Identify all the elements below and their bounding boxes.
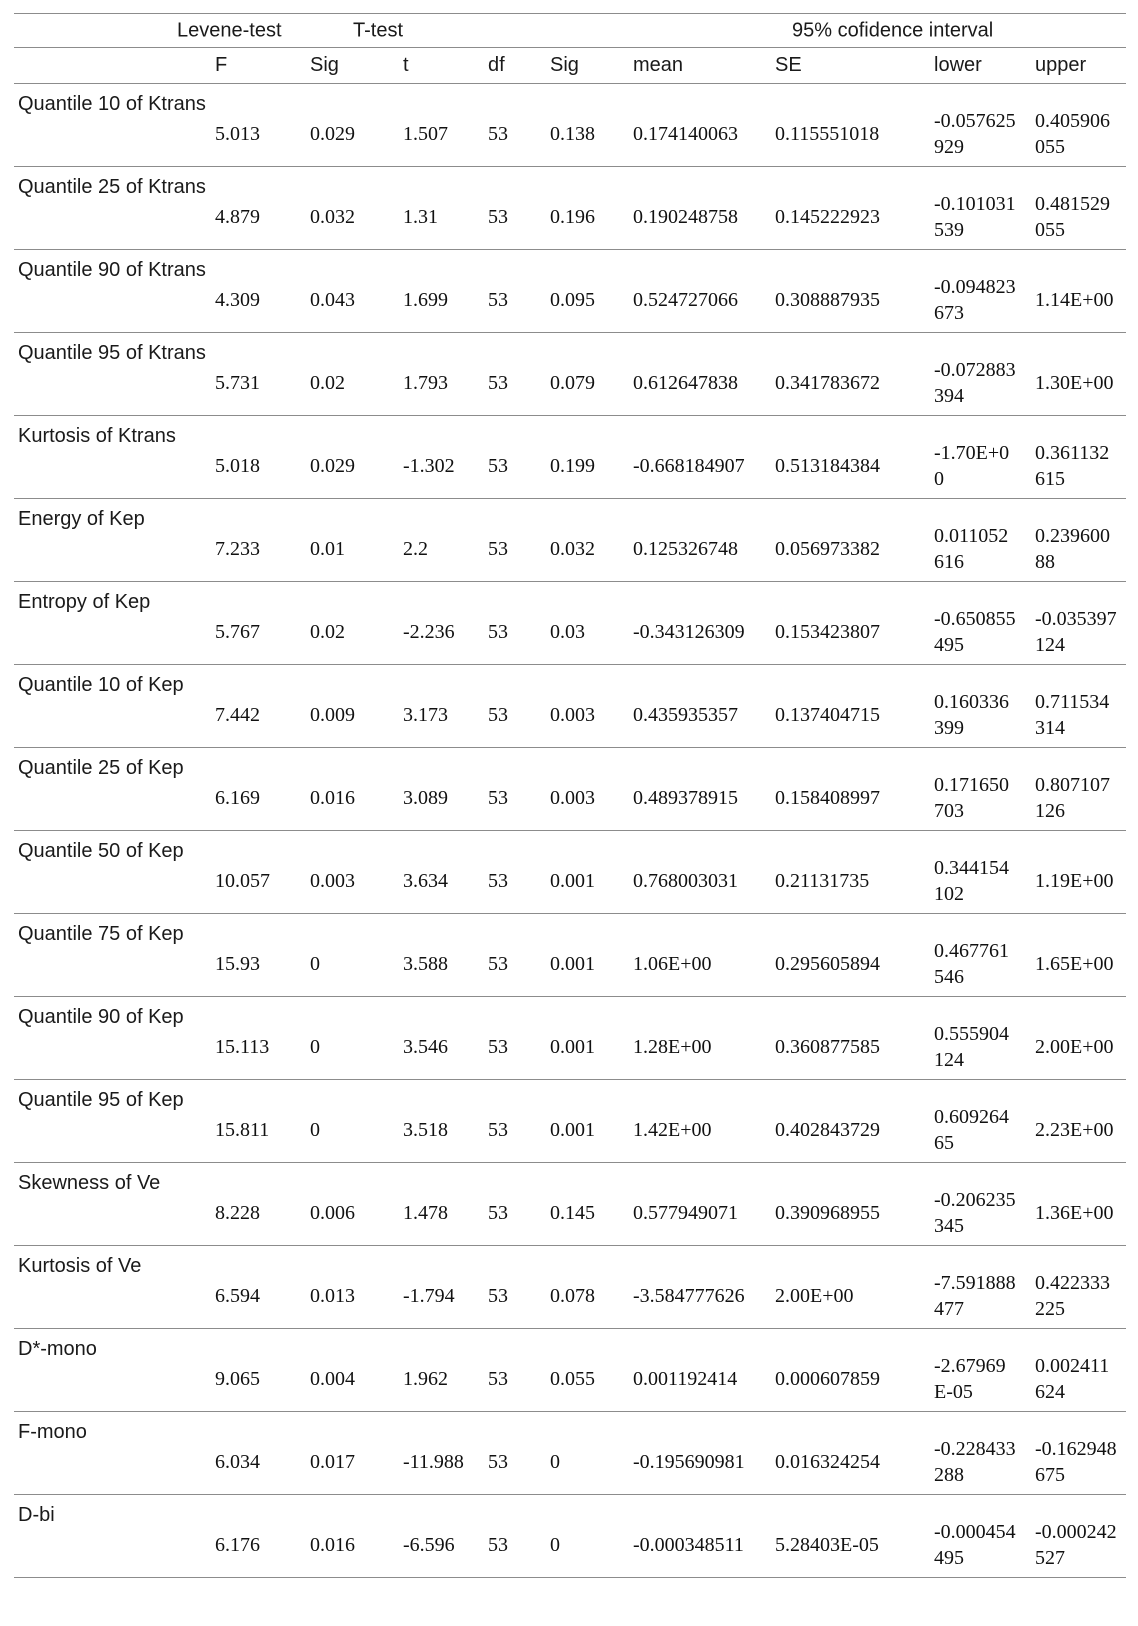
cell-upper: 0.711534314 [1031,665,1126,748]
cell-f: 7.233 [211,499,306,582]
cell-se: 2.00E+00 [771,1246,930,1329]
cell-upper: 0.422333225 [1031,1246,1126,1329]
cell-f: 5.013 [211,84,306,167]
cell-se: 0.295605894 [771,914,930,997]
cell-lower: -0.057625929 [930,84,1031,167]
cell-sig-ttest: 0.001 [546,1080,629,1163]
cell-f: 5.731 [211,333,306,416]
table-header [14,14,1126,84]
cell-se: 0.115551018 [771,84,930,167]
cell-df: 53 [484,250,546,333]
cell-df: 53 [484,1495,546,1578]
cell-sig-ttest: 0 [546,1412,629,1495]
cell-mean: 1.42E+00 [629,1080,771,1163]
cell-mean: -0.343126309 [629,582,771,665]
cell-sig-ttest: 0.055 [546,1329,629,1412]
cell-sig-levene: 0.009 [306,665,399,748]
cell-df: 53 [484,84,546,167]
cell-df: 53 [484,748,546,831]
cell-lower: 0.467761546 [930,914,1031,997]
cell-mean: -0.668184907 [629,416,771,499]
group-header-cell [14,14,1126,48]
cell-sig-levene: 0.013 [306,1246,399,1329]
cell-se: 0.360877585 [771,997,930,1080]
cell-f: 9.065 [211,1329,306,1412]
cell-sig-levene: 0 [306,997,399,1080]
cell-t: -11.988 [399,1412,484,1495]
cell-df: 53 [484,416,546,499]
cell-sig-ttest: 0.001 [546,997,629,1080]
cell-mean: 1.06E+00 [629,914,771,997]
cell-upper: 0.361132615 [1031,416,1126,499]
cell-mean: 0.768003031 [629,831,771,914]
paper-page [0,13,1138,1626]
cell-df: 53 [484,167,546,250]
table-row [14,250,1126,333]
cell-se: 0.402843729 [771,1080,930,1163]
row-label: Entropy of Kep [14,582,211,665]
cell-mean: 0.001192414 [629,1329,771,1412]
cell-upper: 1.36E+00 [1031,1163,1126,1246]
cell-sig-levene: 0.029 [306,416,399,499]
cell-sig-levene: 0.032 [306,167,399,250]
cell-f: 5.767 [211,582,306,665]
column-header-df: df [484,48,546,84]
cell-f: 7.442 [211,665,306,748]
results-table [14,13,1126,1578]
table-row [14,831,1126,914]
cell-mean: 0.435935357 [629,665,771,748]
row-label: Kurtosis of Ve [14,1246,211,1329]
cell-lower: -0.000454495 [930,1495,1031,1578]
cell-lower: 0.555904124 [930,997,1031,1080]
cell-upper: -0.162948675 [1031,1412,1126,1495]
cell-upper: 0.405906055 [1031,84,1126,167]
cell-se: 0.390968955 [771,1163,930,1246]
cell-sig-ttest: 0 [546,1495,629,1578]
cell-t: 3.173 [399,665,484,748]
cell-lower: 0.344154102 [930,831,1031,914]
cell-t: 1.507 [399,84,484,167]
cell-sig-levene: 0.02 [306,582,399,665]
column-header-mean: mean [629,48,771,84]
cell-sig-ttest: 0.003 [546,665,629,748]
cell-upper: 0.23960088 [1031,499,1126,582]
cell-lower: 0.60926465 [930,1080,1031,1163]
cell-se: 0.016324254 [771,1412,930,1495]
cell-lower: -7.591888477 [930,1246,1031,1329]
group-header-levene-test: Levene-test [177,19,282,41]
cell-f: 6.594 [211,1246,306,1329]
cell-sig-ttest: 0.003 [546,748,629,831]
cell-upper: 1.65E+00 [1031,914,1126,997]
row-label: Kurtosis of Ktrans [14,416,211,499]
cell-upper: 1.30E+00 [1031,333,1126,416]
cell-mean: 0.174140063 [629,84,771,167]
cell-sig-ttest: 0.03 [546,582,629,665]
cell-t: 3.634 [399,831,484,914]
cell-df: 53 [484,997,546,1080]
cell-upper: 2.23E+00 [1031,1080,1126,1163]
cell-sig-levene: 0 [306,914,399,997]
cell-se: 0.21131735 [771,831,930,914]
table-row [14,333,1126,416]
cell-t: 3.588 [399,914,484,997]
cell-df: 53 [484,582,546,665]
cell-upper: 1.14E+00 [1031,250,1126,333]
results-table-body [14,84,1126,1578]
cell-sig-ttest: 0.001 [546,831,629,914]
cell-mean: -0.195690981 [629,1412,771,1495]
row-label: Quantile 95 of Kep [14,1080,211,1163]
row-label: Quantile 90 of Kep [14,997,211,1080]
cell-sig-levene: 0.006 [306,1163,399,1246]
cell-lower: -0.094823673 [930,250,1031,333]
cell-mean: 0.125326748 [629,499,771,582]
row-label: Quantile 95 of Ktrans [14,333,211,416]
cell-sig-levene: 0.029 [306,84,399,167]
cell-mean: 0.577949071 [629,1163,771,1246]
cell-t: 1.699 [399,250,484,333]
cell-lower: -0.650855495 [930,582,1031,665]
cell-df: 53 [484,1080,546,1163]
cell-t: -1.302 [399,416,484,499]
column-header-sig-ttest: Sig [546,48,629,84]
cell-sig-levene: 0.043 [306,250,399,333]
cell-sig-levene: 0.016 [306,1495,399,1578]
cell-f: 8.228 [211,1163,306,1246]
cell-sig-ttest: 0.001 [546,914,629,997]
cell-f: 4.309 [211,250,306,333]
table-row [14,582,1126,665]
cell-df: 53 [484,914,546,997]
row-label: D-bi [14,1495,211,1578]
table-row [14,1080,1126,1163]
cell-se: 0.137404715 [771,665,930,748]
table-row [14,416,1126,499]
cell-df: 53 [484,665,546,748]
cell-upper: 2.00E+00 [1031,997,1126,1080]
cell-f: 15.93 [211,914,306,997]
column-header-sig-levene: Sig [306,48,399,84]
cell-upper: 0.481529055 [1031,167,1126,250]
cell-t: 1.793 [399,333,484,416]
row-label: F-mono [14,1412,211,1495]
cell-t: 2.2 [399,499,484,582]
cell-lower: -2.67969E-05 [930,1329,1031,1412]
cell-df: 53 [484,1329,546,1412]
cell-mean: -3.584777626 [629,1246,771,1329]
cell-sig-levene: 0.01 [306,499,399,582]
row-label: Quantile 50 of Kep [14,831,211,914]
cell-se: 0.308887935 [771,250,930,333]
row-label: Quantile 10 of Ktrans [14,84,211,167]
group-header-t-test: T-test [353,19,404,41]
cell-lower: 0.160336399 [930,665,1031,748]
cell-upper: -0.000242527 [1031,1495,1126,1578]
table-row [14,1329,1126,1412]
cell-se: 0.000607859 [771,1329,930,1412]
cell-t: 1.962 [399,1329,484,1412]
cell-sig-ttest: 0.095 [546,250,629,333]
cell-sig-levene: 0.003 [306,831,399,914]
column-header-row [14,48,1126,84]
column-header-upper: upper [1031,48,1126,84]
column-header-t: t [399,48,484,84]
cell-f: 10.057 [211,831,306,914]
cell-se: 0.341783672 [771,333,930,416]
cell-lower: 0.011052616 [930,499,1031,582]
cell-f: 6.176 [211,1495,306,1578]
cell-t: 3.089 [399,748,484,831]
row-label: Quantile 75 of Kep [14,914,211,997]
cell-sig-ttest: 0.138 [546,84,629,167]
cell-df: 53 [484,831,546,914]
cell-t: -1.794 [399,1246,484,1329]
cell-se: 0.158408997 [771,748,930,831]
cell-sig-levene: 0.004 [306,1329,399,1412]
cell-t: 1.31 [399,167,484,250]
table-row [14,665,1126,748]
cell-df: 53 [484,333,546,416]
cell-se: 0.513184384 [771,416,930,499]
cell-sig-ttest: 0.145 [546,1163,629,1246]
cell-sig-ttest: 0.196 [546,167,629,250]
table-row [14,1246,1126,1329]
cell-t: -2.236 [399,582,484,665]
cell-t: 1.478 [399,1163,484,1246]
group-header-confidence-interval: 95% cofidence interval [792,19,994,41]
cell-upper: 0.807107126 [1031,748,1126,831]
table-row [14,1163,1126,1246]
cell-sig-levene: 0.017 [306,1412,399,1495]
cell-mean: 1.28E+00 [629,997,771,1080]
cell-se: 0.056973382 [771,499,930,582]
group-header-row [14,14,1126,48]
cell-lower: -0.228433288 [930,1412,1031,1495]
cell-t: 3.546 [399,997,484,1080]
table-row [14,997,1126,1080]
cell-f: 5.018 [211,416,306,499]
table-row [14,1412,1126,1495]
row-label: Skewness of Ve [14,1163,211,1246]
cell-f: 6.034 [211,1412,306,1495]
cell-sig-levene: 0 [306,1080,399,1163]
cell-df: 53 [484,1163,546,1246]
cell-mean: 0.524727066 [629,250,771,333]
cell-se: 0.145222923 [771,167,930,250]
cell-f: 15.811 [211,1080,306,1163]
row-label: Energy of Kep [14,499,211,582]
cell-f: 6.169 [211,748,306,831]
cell-lower: -0.101031539 [930,167,1031,250]
cell-mean: -0.000348511 [629,1495,771,1578]
cell-upper: 0.002411624 [1031,1329,1126,1412]
cell-upper: -0.035397124 [1031,582,1126,665]
column-header-lower: lower [930,48,1031,84]
table-row [14,84,1126,167]
cell-sig-ttest: 0.032 [546,499,629,582]
cell-sig-ttest: 0.078 [546,1246,629,1329]
cell-df: 53 [484,1246,546,1329]
cell-lower: -0.072883394 [930,333,1031,416]
row-label: D*-mono [14,1329,211,1412]
table-row [14,1495,1126,1578]
cell-f: 15.113 [211,997,306,1080]
cell-sig-ttest: 0.079 [546,333,629,416]
cell-se: 5.28403E-05 [771,1495,930,1578]
row-label: Quantile 10 of Kep [14,665,211,748]
cell-df: 53 [484,499,546,582]
cell-mean: 0.489378915 [629,748,771,831]
cell-lower: 0.171650703 [930,748,1031,831]
cell-se: 0.153423807 [771,582,930,665]
table-row [14,499,1126,582]
column-header-f: F [211,48,306,84]
cell-sig-levene: 0.02 [306,333,399,416]
cell-sig-levene: 0.016 [306,748,399,831]
cell-mean: 0.612647838 [629,333,771,416]
cell-f: 4.879 [211,167,306,250]
cell-t: -6.596 [399,1495,484,1578]
cell-lower: -1.70E+00 [930,416,1031,499]
cell-lower: -0.206235345 [930,1163,1031,1246]
cell-df: 53 [484,1412,546,1495]
row-label: Quantile 25 of Kep [14,748,211,831]
cell-t: 3.518 [399,1080,484,1163]
cell-upper: 1.19E+00 [1031,831,1126,914]
column-header-se: SE [771,48,930,84]
row-label: Quantile 90 of Ktrans [14,250,211,333]
row-label: Quantile 25 of Ktrans [14,167,211,250]
corner-cell [14,48,211,84]
table-row [14,748,1126,831]
cell-mean: 0.190248758 [629,167,771,250]
table-row [14,914,1126,997]
cell-sig-ttest: 0.199 [546,416,629,499]
table-row [14,167,1126,250]
